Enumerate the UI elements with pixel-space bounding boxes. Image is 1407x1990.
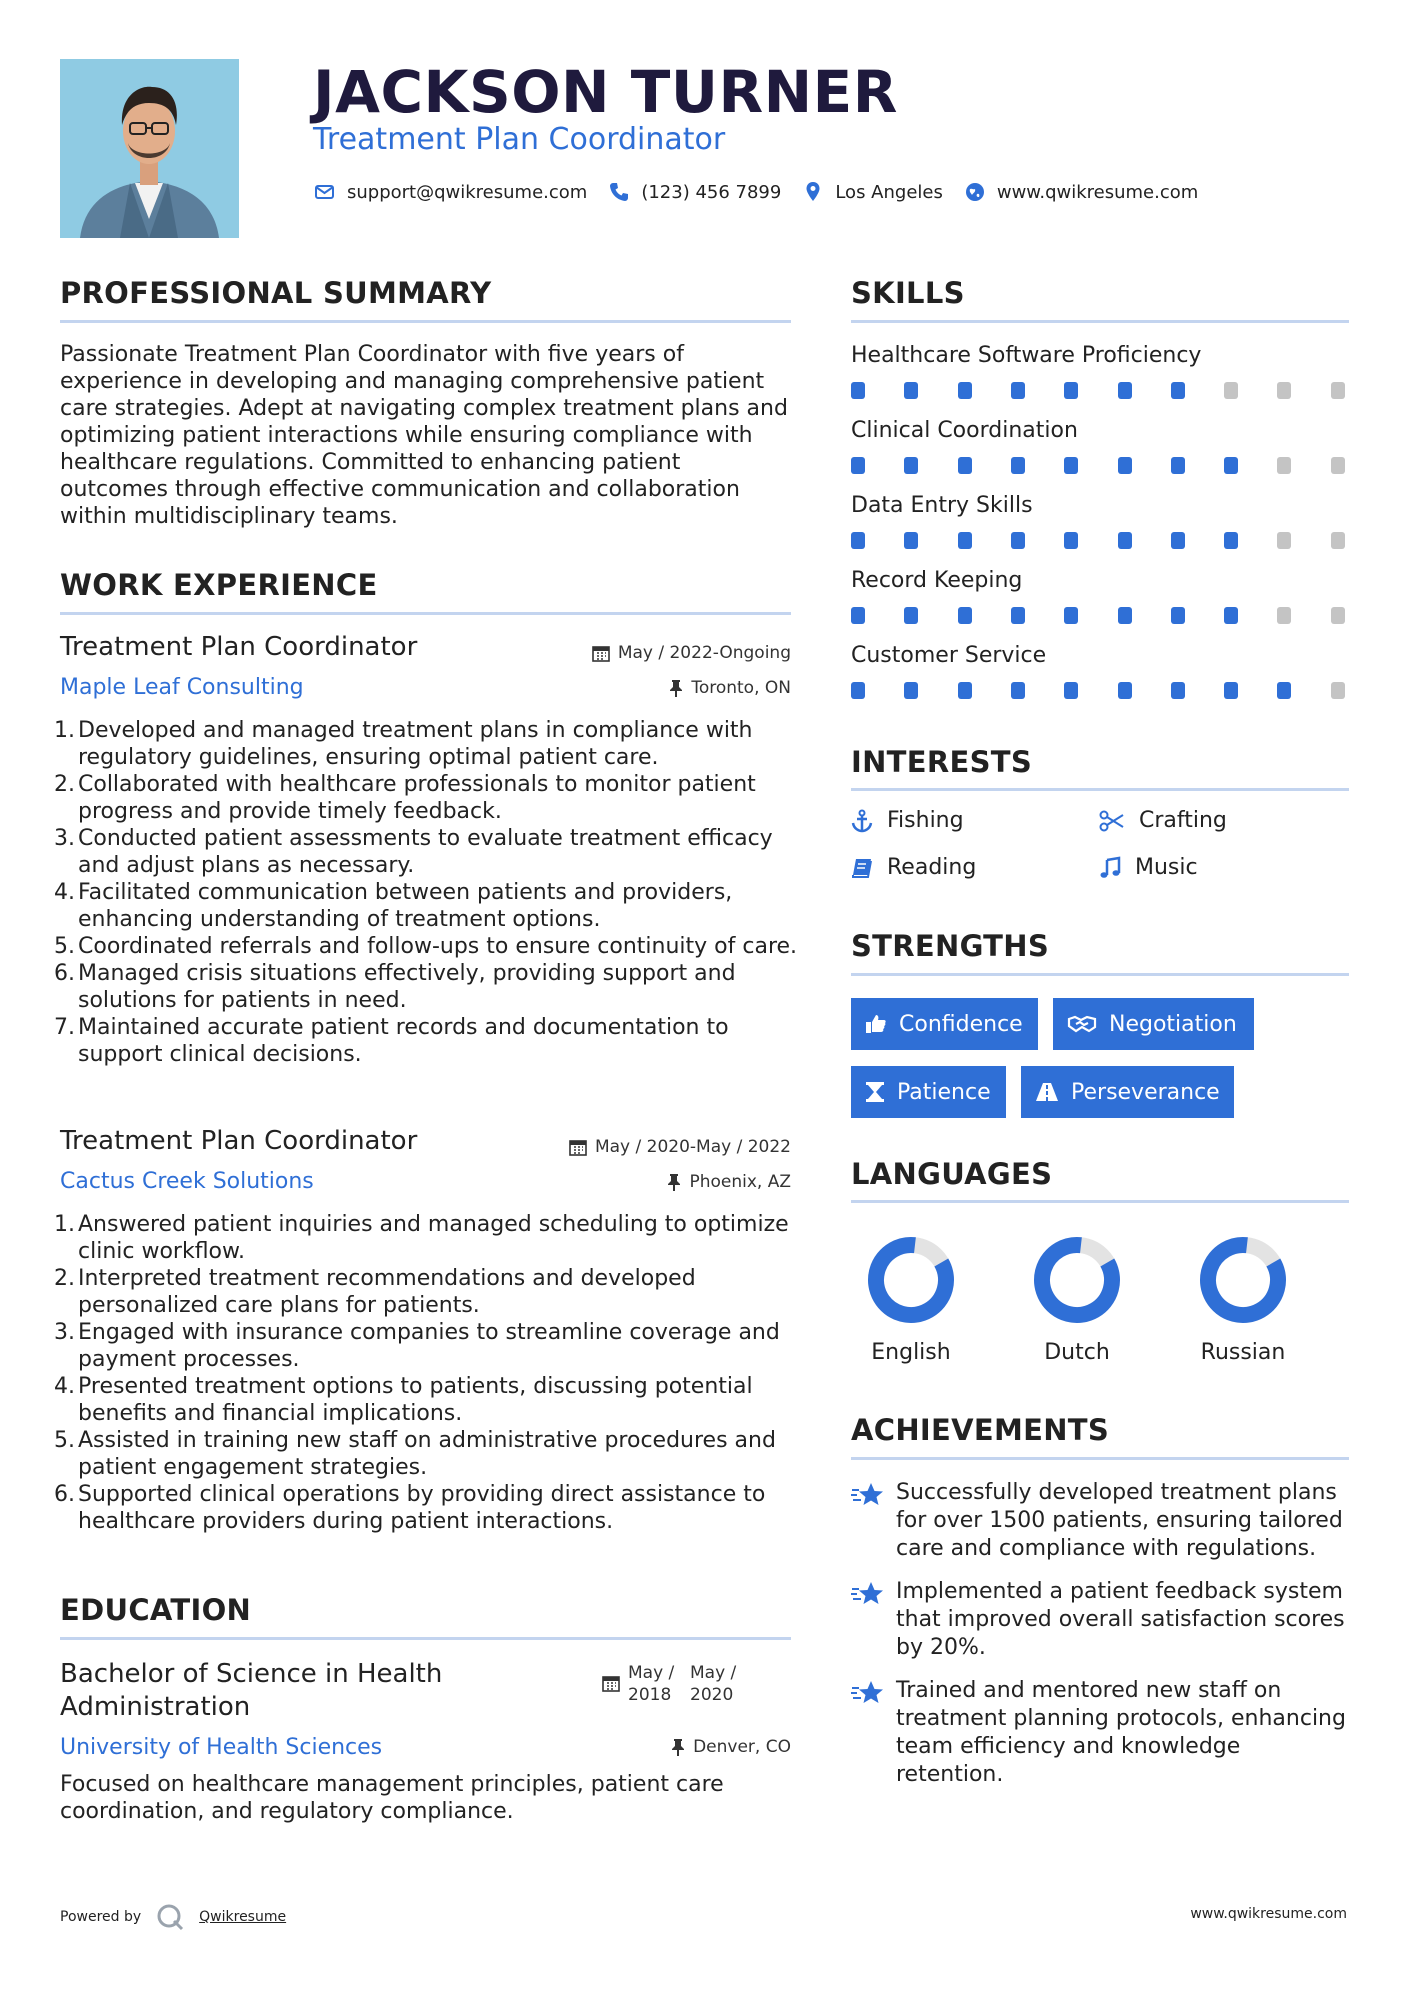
skill-name: Customer Service bbox=[851, 643, 1047, 668]
job-location bbox=[669, 678, 791, 698]
skill-dot-empty bbox=[1331, 457, 1345, 474]
experience-divider bbox=[60, 612, 791, 615]
job-company[interactable]: Maple Leaf Consulting bbox=[60, 675, 304, 700]
job-company[interactable]: Cactus Creek Solutions bbox=[60, 1169, 314, 1194]
list-item: 3. Engaged with insurance companies to streamline coverage and payment processes. bbox=[54, 1320, 780, 1372]
skill-dot-filled bbox=[1277, 682, 1291, 699]
job-duties-list bbox=[54, 717, 800, 1068]
summary-divider bbox=[60, 320, 791, 323]
profile-photo bbox=[60, 59, 239, 238]
handshake-icon bbox=[1067, 1013, 1097, 1035]
education-location-text: Denver, CO bbox=[693, 1737, 791, 1757]
strength-badge: Patience bbox=[851, 1066, 1006, 1118]
skill-dot-empty bbox=[1277, 382, 1291, 399]
job-location bbox=[667, 1172, 791, 1192]
skill-dot-filled bbox=[958, 382, 972, 399]
contact-bar bbox=[313, 180, 1218, 204]
languages-divider bbox=[851, 1200, 1349, 1203]
achievement-text: Successfully developed treatment plans for over 1500 patients, ensuring tailored care and compliance with regulations. bbox=[896, 1480, 1343, 1561]
calendar-icon bbox=[602, 1674, 620, 1692]
education-end: May / 2020 bbox=[690, 1663, 737, 1705]
calendar-icon bbox=[592, 644, 610, 662]
language-ring bbox=[1032, 1235, 1122, 1325]
list-item: 2. Collaborated with healthcare professionals to monitor patient progress and provide timely feedback. bbox=[54, 772, 756, 824]
skill-dot-empty bbox=[1331, 532, 1345, 549]
skill-dot-filled bbox=[1224, 682, 1238, 699]
skill-rating bbox=[851, 607, 1351, 627]
list-item: 6. Managed crisis situations effectively, providing support and solutions for patients in need. bbox=[54, 961, 736, 1013]
strengths-divider bbox=[851, 973, 1349, 976]
skill-dot-filled bbox=[904, 532, 918, 549]
skill-dot-filled bbox=[1171, 457, 1185, 474]
skill-dot-filled bbox=[1224, 457, 1238, 474]
languages-heading: LANGUAGES bbox=[851, 1157, 1053, 1191]
language-ring-fill bbox=[1032, 1235, 1122, 1325]
language-label: Russian bbox=[1200, 1340, 1286, 1365]
interest-item: Music bbox=[1099, 855, 1198, 880]
skill-dot-filled bbox=[1118, 607, 1132, 624]
skills-heading: SKILLS bbox=[851, 276, 965, 310]
skill-name: Healthcare Software Proficiency bbox=[851, 343, 1202, 368]
pushpin-icon bbox=[671, 1738, 685, 1756]
list-item: 1. Developed and managed treatment plans in compliance with regulatory guidelines, ensuring optimal patient care. bbox=[54, 718, 753, 770]
education-location bbox=[671, 1737, 791, 1757]
contact-website[interactable]: www.qwikresume.com bbox=[996, 181, 1199, 203]
skill-dot-filled bbox=[851, 607, 865, 624]
education-heading: EDUCATION bbox=[60, 1593, 252, 1627]
contact-email[interactable]: support@qwikresume.com bbox=[347, 181, 588, 203]
skill-dot-filled bbox=[1011, 457, 1025, 474]
interests-divider bbox=[851, 788, 1349, 791]
skill-dot-filled bbox=[1064, 682, 1078, 699]
book-icon bbox=[851, 856, 873, 880]
skill-dot-filled bbox=[851, 457, 865, 474]
list-item: 4. Presented treatment options to patients, discussing potential benefits and financial implications. bbox=[54, 1374, 753, 1426]
job-title: Treatment Plan Coordinator bbox=[60, 1126, 418, 1156]
list-item: 4. Facilitated communication between patients and providers, enhancing understanding of treatment options. bbox=[54, 880, 733, 932]
skill-rating bbox=[851, 382, 1351, 402]
skill-dot-filled bbox=[851, 382, 865, 399]
skill-dot-filled bbox=[1064, 532, 1078, 549]
job-duties-list bbox=[54, 1211, 800, 1535]
pushpin-icon bbox=[667, 1173, 681, 1191]
calendar-icon bbox=[569, 1138, 587, 1156]
skill-dot-filled bbox=[1171, 382, 1185, 399]
job-dates-text: May / 2020-May / 2022 bbox=[594, 1137, 791, 1157]
strength-badge: Confidence bbox=[851, 998, 1038, 1050]
skill-dot-filled bbox=[904, 607, 918, 624]
skill-dot-filled bbox=[1171, 607, 1185, 624]
list-item: 2. Interpreted treatment recommendations and developed personalized care plans for patients. bbox=[54, 1266, 696, 1318]
achievement-text: Trained and mentored new staff on treatment planning protocols, enhancing team efficiency and knowledge retention. bbox=[896, 1678, 1346, 1787]
skill-dot-filled bbox=[1011, 532, 1025, 549]
skill-dot-filled bbox=[1064, 607, 1078, 624]
skill-dot-empty bbox=[1277, 607, 1291, 624]
education-start: May / 2018 bbox=[628, 1663, 675, 1705]
school-name[interactable]: University of Health Sciences bbox=[60, 1735, 383, 1760]
strengths-heading: STRENGTHS bbox=[851, 929, 1050, 963]
job-title: Treatment Plan Coordinator bbox=[60, 632, 418, 662]
skill-dot-filled bbox=[904, 682, 918, 699]
contact-phone[interactable]: (123) 456 7899 bbox=[641, 181, 782, 203]
skill-dot-filled bbox=[1011, 382, 1025, 399]
skill-dot-filled bbox=[851, 682, 865, 699]
list-item: 7. Maintained accurate patient records and documentation to support clinical decisions. bbox=[54, 1015, 729, 1067]
skill-dot-filled bbox=[958, 457, 972, 474]
scissors-icon bbox=[1099, 809, 1125, 833]
skill-dot-empty bbox=[1277, 457, 1291, 474]
list-item: 6. Supported clinical operations by providing direct assistance to healthcare providers during patient interactions. bbox=[54, 1482, 766, 1534]
achievement-text: Implemented a patient feedback system that improved overall satisfaction scores by 20%. bbox=[896, 1579, 1345, 1660]
qwikresume-logo-icon bbox=[155, 1902, 185, 1932]
strength-badge: Perseverance bbox=[1021, 1066, 1234, 1118]
phone-icon bbox=[607, 180, 631, 204]
trophy-star-icon bbox=[851, 1680, 885, 1708]
list-item: 5. Assisted in training new staff on administrative procedures and patient engagement strategies. bbox=[54, 1428, 776, 1480]
skill-dot-filled bbox=[1064, 457, 1078, 474]
skill-name: Record Keeping bbox=[851, 568, 1023, 593]
skill-dot-filled bbox=[1011, 607, 1025, 624]
candidate-name: JACKSON TURNER bbox=[313, 58, 898, 126]
skill-dot-empty bbox=[1224, 382, 1238, 399]
skill-name: Data Entry Skills bbox=[851, 493, 1033, 518]
skill-name: Clinical Coordination bbox=[851, 418, 1078, 443]
footer-url[interactable]: www.qwikresume.com bbox=[1190, 1906, 1347, 1922]
skill-dot-filled bbox=[1224, 532, 1238, 549]
skill-dot-filled bbox=[1118, 382, 1132, 399]
language-ring-fill bbox=[866, 1235, 956, 1325]
strength-badge: Negotiation bbox=[1053, 998, 1254, 1050]
language-label: Dutch bbox=[1044, 1340, 1110, 1365]
skill-dot-filled bbox=[958, 532, 972, 549]
skill-dot-filled bbox=[1118, 682, 1132, 699]
skill-dot-filled bbox=[1064, 382, 1078, 399]
map-pin-icon bbox=[801, 180, 825, 204]
envelope-icon bbox=[313, 180, 337, 204]
summary-heading: PROFESSIONAL SUMMARY bbox=[60, 276, 492, 310]
list-item: 1. Answered patient inquiries and managed scheduling to optimize clinic workflow. bbox=[54, 1212, 789, 1264]
education-divider bbox=[60, 1637, 791, 1640]
education-dates bbox=[602, 1662, 748, 1706]
music-note-icon bbox=[1099, 856, 1121, 880]
skill-dot-filled bbox=[1118, 532, 1132, 549]
thumbs-up-icon bbox=[865, 1013, 887, 1035]
skill-dot-empty bbox=[1331, 682, 1345, 699]
interests-heading: INTERESTS bbox=[851, 745, 1033, 779]
skill-dot-filled bbox=[851, 532, 865, 549]
list-item: 5. Coordinated referrals and follow-ups to ensure continuity of care. bbox=[54, 934, 798, 959]
achievements-heading: ACHIEVEMENTS bbox=[851, 1413, 1110, 1447]
anchor-icon bbox=[851, 809, 873, 833]
trophy-star-icon bbox=[851, 1482, 885, 1510]
language-ring bbox=[866, 1235, 956, 1325]
skill-dot-empty bbox=[1277, 532, 1291, 549]
pushpin-icon bbox=[669, 679, 683, 697]
achievements-divider bbox=[851, 1457, 1349, 1460]
skill-rating bbox=[851, 457, 1351, 477]
language-ring bbox=[1198, 1235, 1288, 1325]
trophy-star-icon bbox=[851, 1581, 885, 1609]
hourglass-icon bbox=[865, 1081, 885, 1103]
candidate-role: Treatment Plan Coordinator bbox=[313, 122, 726, 157]
experience-heading: WORK EXPERIENCE bbox=[60, 568, 378, 602]
job-dates bbox=[592, 643, 791, 663]
interest-item: Reading bbox=[851, 855, 976, 880]
skill-dot-filled bbox=[1011, 682, 1025, 699]
contact-location: Los Angeles bbox=[835, 181, 943, 203]
education-description: Focused on healthcare management principles, patient care coordination, and regulatory compliance. bbox=[60, 1772, 724, 1824]
qwikresume-link[interactable]: Qwikresume bbox=[199, 1909, 287, 1925]
job-location-text: Phoenix, AZ bbox=[689, 1172, 791, 1192]
skill-rating bbox=[851, 532, 1351, 552]
skill-dot-filled bbox=[1224, 607, 1238, 624]
job-location-text: Toronto, ON bbox=[691, 678, 791, 698]
language-ring-fill bbox=[1198, 1235, 1288, 1325]
degree-title: Bachelor of Science in Health Administration bbox=[60, 1659, 443, 1722]
skills-divider bbox=[851, 320, 1349, 323]
skill-dot-filled bbox=[958, 682, 972, 699]
list-item: 3. Conducted patient assessments to evaluate treatment efficacy and adjust plans as necessary. bbox=[54, 826, 773, 878]
skill-dot-empty bbox=[1331, 607, 1345, 624]
road-icon bbox=[1035, 1081, 1059, 1103]
skill-dot-filled bbox=[958, 607, 972, 624]
interest-item: Fishing bbox=[851, 808, 964, 833]
skill-dot-filled bbox=[1171, 682, 1185, 699]
skill-rating bbox=[851, 682, 1351, 702]
job-dates bbox=[569, 1137, 791, 1157]
job-dates-text: May / 2022-Ongoing bbox=[617, 643, 791, 663]
skill-dot-empty bbox=[1331, 382, 1345, 399]
globe-icon bbox=[963, 180, 987, 204]
footer-powered-by: Powered by Qwikresume bbox=[60, 1902, 286, 1932]
skill-dot-filled bbox=[904, 382, 918, 399]
language-label: English bbox=[871, 1340, 951, 1365]
skill-dot-filled bbox=[904, 457, 918, 474]
skill-dot-filled bbox=[1118, 457, 1132, 474]
summary-text: Passionate Treatment Plan Coordinator with five years of experience in developing and managing comprehensive patient care strategies. Adept at navigating complex treatment plans and optimizing patient interactions while ensuring compliance with healthcare regulations. Committed to enhancing patient outcomes through effective communication and collaboration within multidisciplinary teams. bbox=[60, 342, 788, 529]
skill-dot-filled bbox=[1171, 532, 1185, 549]
interest-item: Crafting bbox=[1099, 808, 1227, 833]
